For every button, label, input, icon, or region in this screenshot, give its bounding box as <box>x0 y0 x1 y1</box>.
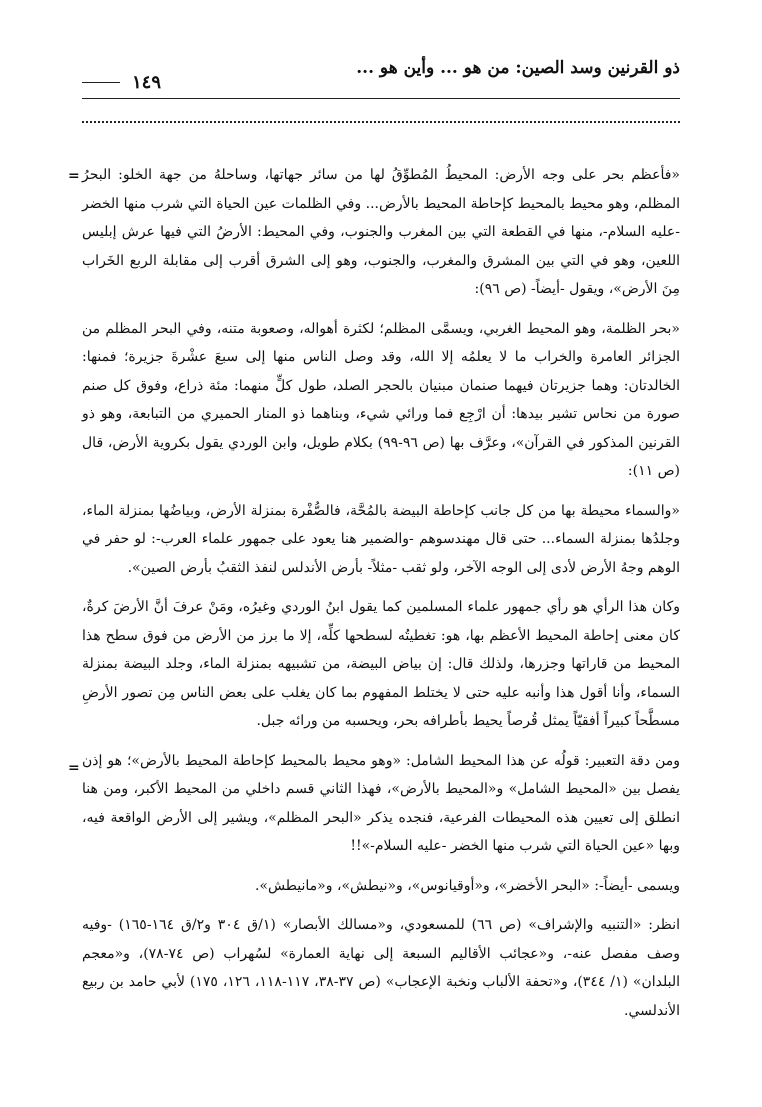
paragraph-6: ويسمى -أيضاً-: «البحر الأخضر»، و«أوقيانوس»، و«نيطش»، و«مانيطش». <box>254 877 680 894</box>
header-dash <box>82 82 120 83</box>
paragraph-1: «فأعظم بحر على وجه الأرض: المحيطُ المُطوِّقُ لها من سائر جهاتها، وساحلهُ من جهة الخلو: البحرُ المظلم، وهو محيط بالمحيط كإحاطة المحيط بالأرض... وفي الظلمات عين الحياة التي شرب منها الخضر -عليه السلام-، منها في القطعة التي بين المغرب والجنوب، وفي المحيط: الأرضُ التي فيها عرش إبليس اللعين، وهو في التي بين المشرق والمغرب، والجنوب، وهو إلى الشرق أقرب إلى مقابلة الربع الخَراب مِنَ الأرض»، ويقول -أيضاً- (ص ٩٦): <box>82 167 681 297</box>
page-number-block <box>82 72 167 93</box>
paragraph-4: وكان هذا الرأي هو رأي جمهور علماء المسلمين كما يقول ابنُ الوردي وغيرُه، ومَنْ عرفَ أنَّ الأرضَ كرةٌ، كان معنى إحاطة المحيط الأعظم بها، هو: تغطيتُه لسطحها كلِّه، إلا ما برز من الأرض من فوق سطح هذا المحيط من قاراتها وجزرها، ولذلك قال: إن بياض البيضة، من تشبيهه بمنزلة الماء، وجلد البيضة بمنزلة السماء، وأنا أقول هذا وأنبه عليه حتى لا يختلط المفهوم بما كان يغلب على بعض الناس مِن تصور الأرضِ مسطَّحاً كبيراً أفقيّاً يمثل قُرصاً يحيط بأطرافه بحر، ويحسبه من ورائه جبل. <box>82 599 680 729</box>
paragraph-5: ومن دقة التعبير: قولُه عن هذا المحيط الشامل: «وهو محيط بالمحيط كإحاطة المحيط بالأرض»؛ هو إذن يفصل بين «المحيط الشامل» و«المحيط بالأرض»، فهذا الثاني قسم داخلي من المحيط الأكبر، ومن هنا انطلق إلى تعيين هذه المحيطات الفرعية، فنجده يذكر «البحر المظلم»، ويشير إلى الأرض الواقعة فيه، وبها «عين الحياة التي شرب منها الخضر -عليه السلام-»!! <box>82 752 680 854</box>
running-header <box>82 58 680 99</box>
footnote-separator <box>82 121 680 123</box>
continuation-mark-bottom: = <box>68 760 80 776</box>
page-number: ١٤٩ <box>126 72 167 93</box>
paragraph-2: «بحر الظلمة، وهو المحيط الغربي، ويسمَّى المظلم؛ لكثرة أهواله، وصعوبة متنه، وفي البحر المظلم من الجزائر العامرة والخراب ما لا يعلمُه إلا الله، وقد وصل الناس منها إلى سبعَ عشْرةَ جزيرة؛ فمنها: الخالدتان: وهما جزيرتان فيهما صنمان مبنيان بالحجر الصلد، طول كلٍّ منهما: مئة ذراع، وفوق كل صنم صورة من نحاس تشير بيدها: أن ارْجِع فما ورائي شيء، وبناهما ذو المنار الحميري من التبابعة، وهو ذو القرنين المذكور في القرآن»، وعرَّف بها (ص ٩٦-٩٩) بكلام طويل، وابن الوردي يقول بكروية الأرض، قال (ص ١١): <box>82 320 680 479</box>
book-page <box>68 58 681 1036</box>
paragraph-7: انظر: «التنبيه والإشراف» (ص ٦٦) للمسعودي، و«مسالك الأبصار» (١/ق ٣٠٤ و٢/ق ١٦٤-١٦٥) -وفيه وصف مفصل عنه-، و«عجائب الأقاليم السبعة إلى نهاية العمارة» لسُهراب (ص ٧٤-٧٨)، و«معجم البلدان» (١/ ٣٤٤)، و«تحفة الألباب ونخبة الإعجاب» (ص ٣٧-٣٨، ١١٧-١١٨، ١٢٦، ١٧٥) لأبي حامد بن ربيع الأندلسي. <box>82 917 681 1019</box>
continuation-mark-top: = <box>68 168 80 184</box>
paragraph-3: «والسماء محيطة بها من كل جانب كإحاطة البيضة بالمُحَّة، فالصُّفْرة بمنزلة الأرض، وبياضُها بمنزلة الماء، وجلدُها بمنزلة السماء... حتى قال مهندسوهم -والضمير هنا يعود على جمهور علماء العرب-: لو حفر في الوهم وجهُ الأرض لأدى إلى الوجه الآخر، ولو ثقب -مثلاً- بأرض الأندلس لنفذ الثقبُ بأرض الصين». <box>82 502 680 576</box>
page-title: ذو القرنين وسد الصين: من هو ... وأين هو ... <box>356 58 680 78</box>
footnote-body <box>82 161 680 1025</box>
